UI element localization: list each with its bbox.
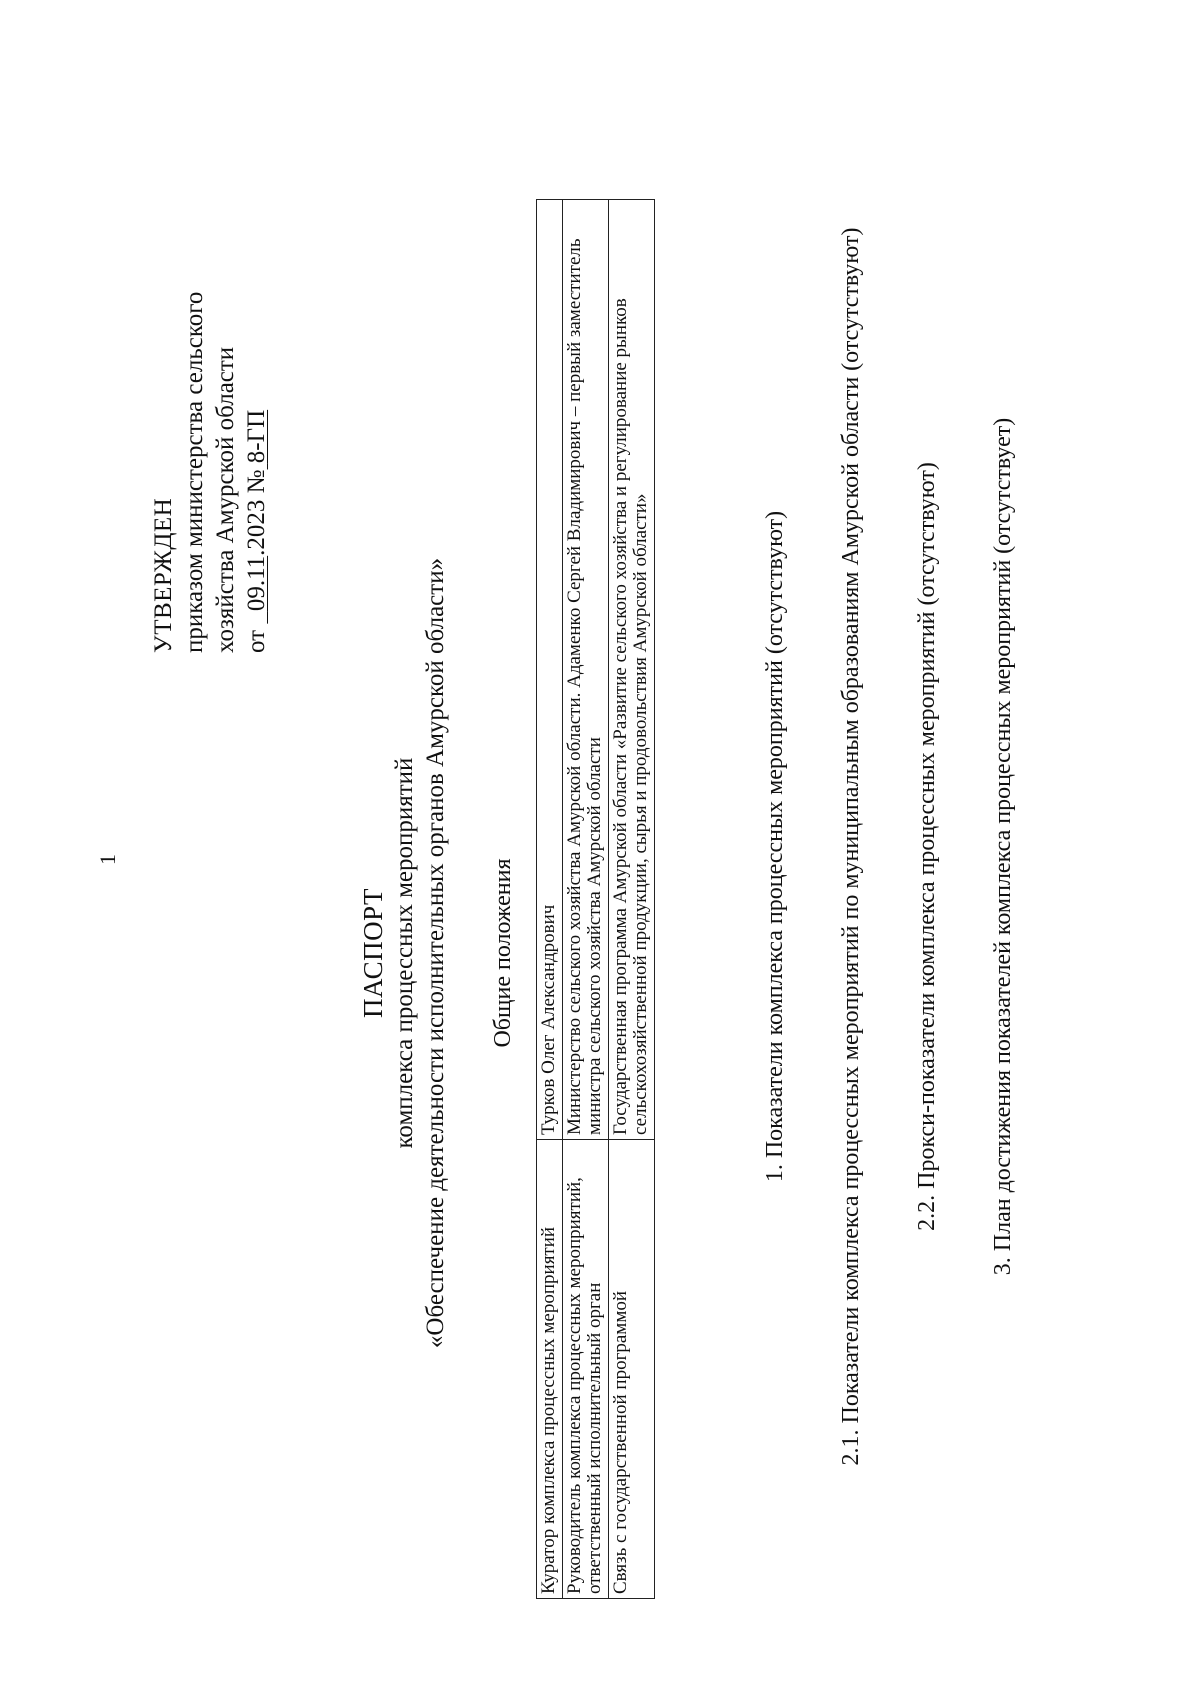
- approval-title: УТВЕРЖДЕН: [150, 497, 177, 653]
- approval-number-prefix: №: [243, 469, 270, 494]
- table-cell-value: Государственная программа Амурской области «Развитие сельского хозяйства и регулирование рынков сельскохозяйственной продукции, сырья и продовольствия Амурской области»: [609, 200, 655, 1140]
- document-title: ПАСПОРТ: [358, 888, 388, 1018]
- page-number: 1: [95, 854, 120, 865]
- section-heading-2-2: 2.2. Прокси-показатели комплекса процессных мероприятий (отсутствуют): [914, 462, 940, 1231]
- approval-date-year: .2023: [243, 499, 270, 556]
- table-cell-key: Куратор комплекса процессных мероприятий: [537, 1140, 563, 1599]
- document-name: «Обеспечение деятельности исполнительных органов Амурской области»: [422, 557, 449, 1349]
- table-row: [563, 200, 609, 1599]
- approval-stamp-block: [148, 93, 272, 653]
- document-title-block: [358, 433, 451, 1473]
- table-cell-value: Турков Олег Александрович: [537, 200, 563, 1140]
- section-heading-1: 1. Показатели комплекса процессных мероприятий (отсутствуют): [762, 510, 788, 1183]
- approval-date-prefix: от: [243, 629, 270, 653]
- table-row: [609, 200, 655, 1599]
- section-heading-3: 3. План достижения показателей комплекса процессных мероприятий (отсутствует): [990, 417, 1016, 1276]
- approval-line-2: хозяйства Амурской области: [212, 346, 239, 653]
- approval-date-line: [241, 93, 272, 653]
- approval-line-1: приказом министерства сельского: [181, 291, 208, 653]
- section-heading-2-1: 2.1. Показатели комплекса процессных мероприятий по муниципальным образованиям Амурской области (отсутствуют): [838, 227, 864, 1466]
- table-cell-key: Руководитель комплекса процессных мероприятий, ответственный исполнительный орган: [563, 1140, 609, 1599]
- document-subtitle: комплекса процессных мероприятий: [391, 757, 418, 1149]
- approval-number-value: 8-ГП: [243, 409, 270, 464]
- table-row: [537, 200, 563, 1599]
- approval-date-day-month: 09.11: [243, 555, 270, 612]
- general-provisions-heading: Общие положения: [490, 858, 516, 1048]
- table-cell-value: Министерство сельского хозяйства Амурской области. Адаменко Сергей Владимирович – первый заместитель министра сельского хозяйства Амурской области: [563, 200, 609, 1140]
- passport-table: [536, 199, 655, 1599]
- table-cell-key: Связь с государственной программой: [609, 1140, 655, 1599]
